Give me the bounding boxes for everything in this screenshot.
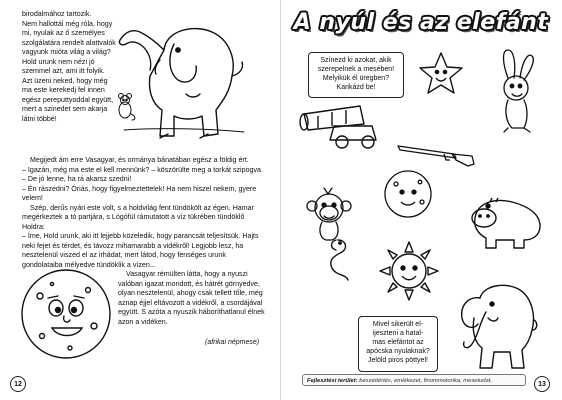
instruction-line: Karikázd be!	[336, 84, 376, 91]
star-face-icon[interactable]	[418, 50, 464, 96]
story-paragraph: – Én rászedni? Óriás, hogy figyelmeztettelek! Ha nem hiszel nekem, gyere velem!	[22, 184, 257, 202]
story-paragraph: Vasagyar rémülten látta, hogy a nyuszi valóban igazat mondott, és hátrét görnyedve, olyan nesztelenül, ahogy csak tellett tőle, még aznap éjjel eltávozott a vidékről, a csordájával együtt. S azóta a nyuszik háboríthatlanul élnek azon a vidéken.	[118, 270, 265, 326]
footer-value: beszédértés, emlékezet, finommotorika, mesetudat,	[359, 378, 492, 384]
moon-face-illustration	[18, 266, 114, 362]
instruction-line: ijeszteni a hatal-	[372, 330, 424, 337]
sun-face-icon[interactable]	[376, 238, 442, 304]
instruction-box-top	[308, 52, 404, 98]
story-source: (afrikai népmese)	[205, 339, 260, 346]
mouse-illustration	[112, 92, 138, 122]
cannon-icon[interactable]	[298, 100, 388, 150]
elephant-illustration	[104, 10, 254, 150]
instruction-line: mas elefántot az	[372, 339, 424, 346]
instruction-line: apócska nyulaknak?	[366, 348, 430, 355]
story-paragraph: Szép, derűs nyári este volt, s a holdvilág fent tündökölt az égen. Hamar megérkeztek a tó partjára, s Lógófül rámutatott a víz tükrében tündöklő Holdra:	[22, 203, 254, 231]
hippo-icon[interactable]	[466, 192, 546, 252]
instruction-line: Mivel sikerült el-	[372, 321, 424, 328]
development-area-footer	[302, 374, 526, 386]
instruction-box-bottom	[358, 316, 438, 372]
snake-icon[interactable]	[320, 236, 354, 282]
story-full-column	[22, 156, 266, 270]
instruction-line: szerepelnek a mesében!	[317, 66, 395, 73]
page-number-right: 13	[534, 376, 550, 392]
rabbit-icon[interactable]	[494, 48, 538, 134]
monkey-icon[interactable]	[302, 186, 356, 242]
elephant-icon[interactable]	[450, 278, 540, 374]
page-title: A nyúl és az elefánt	[293, 10, 549, 35]
story-paragraph: Nem hallottál még róla, hogy mi, nyulak az ő személyes szolgálatára rendelt alattvalók vagyunk mióta világ a világ? Hold urunk nem nézi jó szemmel azt, ami itt folyik. Azt üzeni neked, hogy még ma este kerekedj fel innen egész pereputtyoddal együtt, mert a szinedet sem akarja látni többé!	[22, 19, 116, 123]
footer-label: Fejlesztési terület:	[307, 378, 358, 384]
story-paragraph: – Igazán, még ma este el kell mennünk? – köszörülte meg a torkát szipogva. – De jó lenne, ha rá akarsz szedni!	[22, 165, 263, 183]
story-paragraph: birodalmához tartozik.	[22, 10, 92, 18]
story-top-column	[22, 10, 116, 124]
instruction-line: Színezd ki azokat, akik	[320, 57, 392, 64]
instruction-line: Jelöld piros pöttyel!	[368, 357, 428, 364]
moon-face-icon[interactable]	[382, 168, 434, 220]
story-paragraph: – Íme, Hold urunk, aki itt lejjebb közeledik, hogy parancsát teljesítsük. Hajts neki fejet és térdet, és távozz mihamarabb a vidékről! Legjobb lesz, ha nesztelenül viszed el az irhádat, mert látod, hogy fenséges urunk gondolataiba mélyedve tündöklik a vízen...	[22, 232, 259, 269]
rifle-icon[interactable]	[396, 140, 476, 168]
story-paragraph: Megijedt ám erre Vasagyar, és ormánya bánatában egész a földig ért.	[30, 156, 249, 164]
story-right-column	[118, 270, 268, 327]
instruction-line: Melyikük él üregben?	[322, 75, 390, 82]
page-number-left: 12	[10, 376, 26, 392]
